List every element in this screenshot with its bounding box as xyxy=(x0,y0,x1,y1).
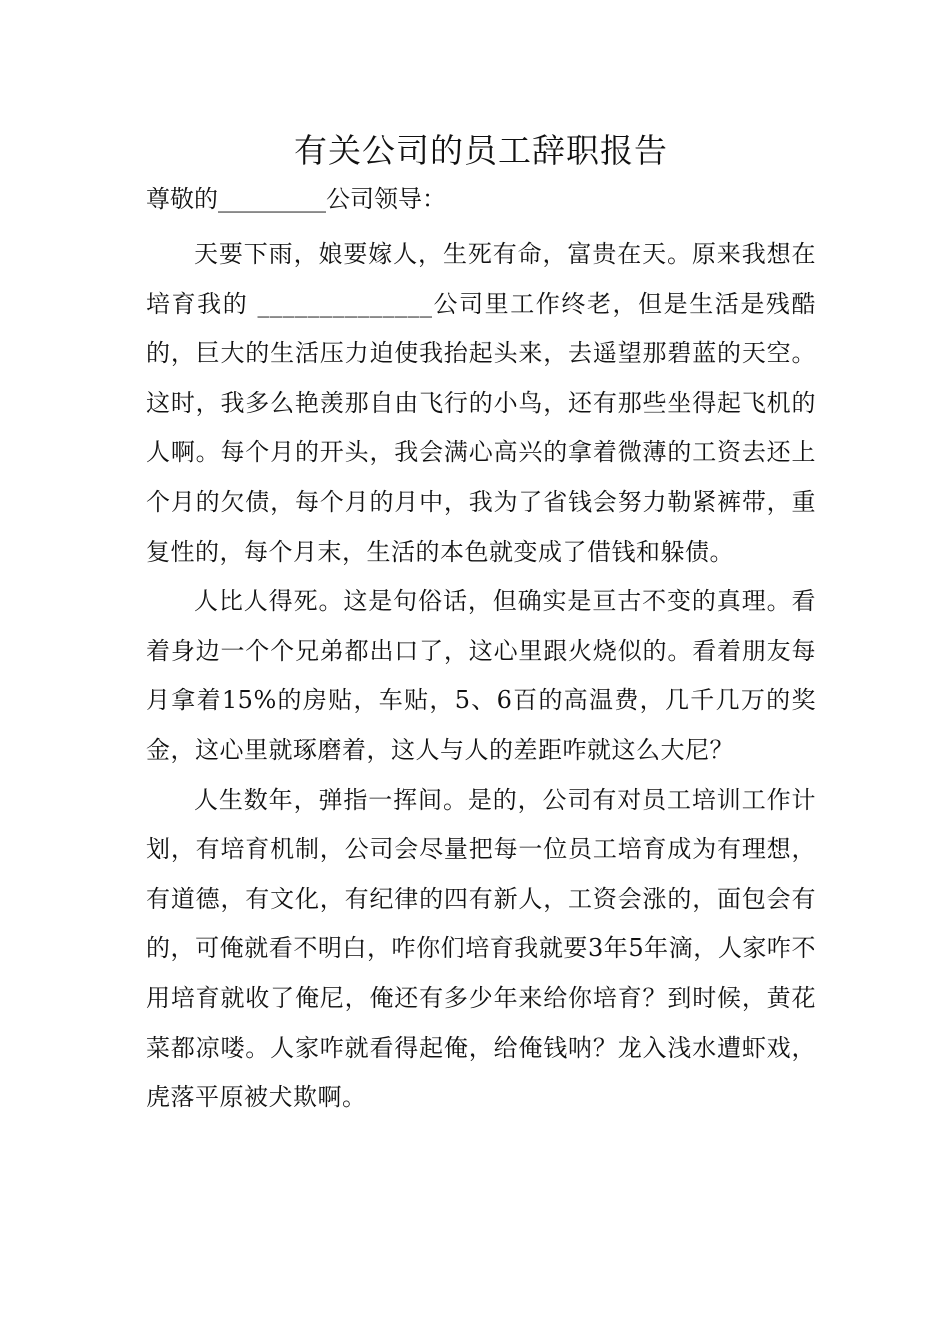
salutation: 尊敬的_________公司领导： xyxy=(146,185,446,213)
paragraph-2: 人比人得死。这是句俗话，但确实是亘古不变的真理。看着身边一个个兄弟都出口了，这心里跟火烧似的。看着朋友每月拿着15%的房贴，车贴，5、6百的高温费，几千几万的奖金，这心里就琢磨着，这人与人的差距咋就这么大尼？ xyxy=(146,587,816,764)
document-title: 有关公司的员工辞职报告 xyxy=(294,131,668,170)
document-page xyxy=(146,120,816,1123)
paragraph-3: 人生数年，弹指一挥间。是的，公司有对员工培训工作计划，有培育机制，公司会尽量把每一位员工培育成为有理想，有道德，有文化，有纪律的四有新人，工资会涨的，面包会有的，可俺就看不明白，咋你们培育我就要3年5年滴，人家咋不用培育就收了俺尼，俺还有多少年来给你培育？到时候，黄花菜都凉喽。人家咋就看得起俺，给俺钱呐？龙入浅水遭虾戏，虎落平原被犬欺啊。 xyxy=(146,785,816,1112)
paragraph-1: 天要下雨，娘要嫁人，生死有命，富贵在天。原来我想在培育我的 ______________公司里工作终老，但是生活是残酷的，巨大的生活压力迫使我抬起头来，去遥望那碧蓝的天空。这时，我多么艳羡那自由飞行的小鸟，还有那些坐得起飞机的人啊。每个月的开头，我会满心高兴的拿着微薄的工资去还上个月的欠债，每个月的月中，我为了省钱会努力勒紧裤带，重复性的，每个月末，生活的本色就变成了借钱和躲债。 xyxy=(146,240,816,566)
